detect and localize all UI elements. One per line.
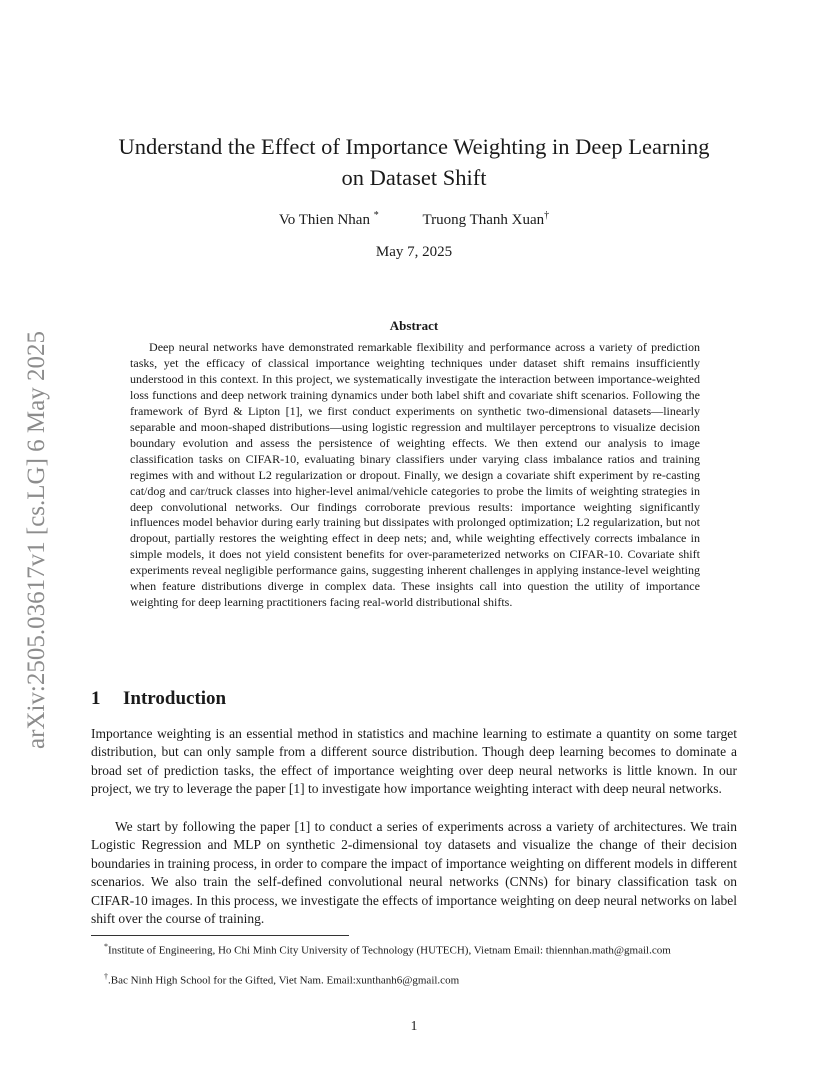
paper-title-line-1: Understand the Effect of Importance Weighting in Deep Learning	[118, 134, 710, 159]
arxiv-identifier: arXiv:2505.03617v1 [cs.LG] 6 May 2025	[23, 331, 50, 749]
abstract-heading: Abstract	[389, 318, 439, 333]
section-title: Introduction	[123, 688, 227, 709]
paper-title-line-2: on Dataset Shift	[341, 165, 487, 190]
author-list	[0, 210, 828, 229]
footnote-mark: †	[104, 972, 108, 981]
arxiv-sidebar	[12, 300, 62, 780]
intro-paragraph: Importance weighting is an essential method in statistics and machine learning to estimate a quantity on some target distribution, but can only sample from a different source distribution. Though deep learning becomes to dominate a broad set of prediction tasks, the effect of importance weighting over deep neural networks is little known. In our project, we try to leverage the paper [1] to investigate how importance weighting interact with deep neural networks.	[91, 726, 737, 797]
footnote-mark: *	[104, 942, 108, 951]
section-number: 1	[91, 688, 101, 709]
author-name: Truong Thanh Xuan	[422, 212, 545, 228]
author-footnote-mark: †	[544, 210, 550, 221]
author	[279, 210, 379, 229]
footnote	[91, 969, 737, 989]
intro-paragraph: We start by following the paper [1] to conduct a series of experiments across a variety of architectures. We train Logistic Regression and MLP on synthetic 2-dimensional toy datasets and visualize the change of their decision boundaries in training process, in order to compare the impact of importance weighting on different models in different scenarios. We also train the self-defined convolutional neural networks (CNNs) for binary classification task on CIFAR-10 images. In this process, we investigate the effects of importance weighting on deep neural networks on label shift over the course of training.	[91, 819, 737, 927]
abstract-body: Deep neural networks have demonstrated remarkable flexibility and performance across a variety of prediction tasks, yet the efficacy of classical importance weighting techniques under dataset shift remains insufficiently understood in this context. In this project, we systematically investigate the interaction between importance-weighted loss functions and deep network training dynamics under both label shift and covariate shift scenarios. Following the framework of Byrd & Lipton [1], we first conduct experiments on synthetic two-dimensional datasets—linearly separable and moon-shaped distributions—using logistic regression and multilayer perceptrons to visualize decision boundary evolution and assess the persistence of weighting effects. We then extend our analysis to image classification tasks on CIFAR-10, evaluating binary classifiers under varying class imbalance ratios and training regimes with and without L2 regularization or dropout. Finally, we design a covariate shift experiment by re-casting cat/dog and car/truck classes into higher-level animal/vehicle categories to probe the limits of weighting strategies in deep convolutional networks. Our findings corroborate previous results: importance weighting significantly influences model behavior during early training but dissipates with prolonged optimization; L2 regularization, but not dropout, partially restores the weighting effect in deep nets; and, while weighting effectively corrects imbalance in simple models, it does not yield consistent benefits for over-parameterized networks on CIFAR-10. Covariate shift experiments reveal negligible performance gains, suggesting inherent challenges in applying instance-level weighting when feature distributions diverge in complex data. These insights call into question the utility of importance weighting for deep learning practitioners facing real-world distributional shifts.	[130, 340, 700, 610]
author-footnote-mark: *	[373, 210, 379, 221]
footnote-divider	[91, 935, 349, 936]
footnote-text: Institute of Engineering, Ho Chi Minh City University of Technology (HUTECH), Vietnam Email: thiennhan.math@gmail.com	[108, 944, 671, 957]
footnote-text: .Bac Ninh High School for the Gifted, Viet Nam. Email:xunthanh6@gmail.com	[108, 974, 460, 987]
paper-title	[80, 131, 748, 193]
page-number: 1	[410, 1018, 418, 1033]
author	[422, 210, 549, 229]
footnote	[91, 939, 737, 959]
section-heading	[91, 688, 226, 710]
author-name: Vo Thien Nhan	[278, 212, 370, 228]
publication-date: May 7, 2025	[375, 244, 453, 260]
